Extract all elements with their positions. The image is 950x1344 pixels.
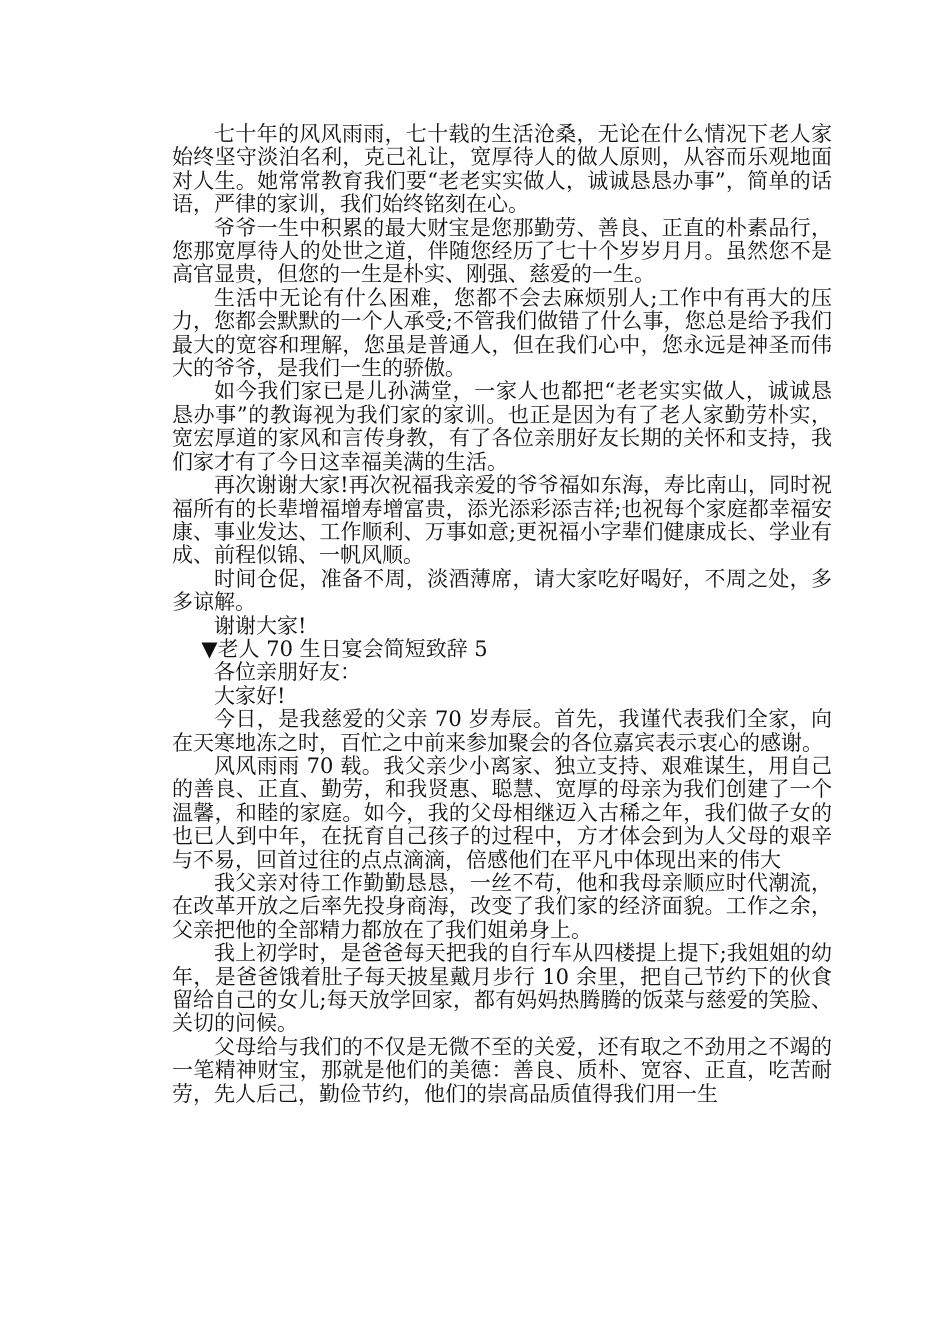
paragraph-1: 七十年的风风雨雨，七十载的生活沧桑，无论在什么情况下老人家始终坚守淡泊名利，克己礼让，宽厚待人的做人原则，从容而乐观地面对人生。她常常教育我们要“老老实实做人，诚诚恳恳办事”，简单的话语，严律的家训，我们始终铭刻在心。: [172, 122, 832, 217]
speech-paragraph-5: 父母给与我们的不仅是无微不至的关爱，还有取之不劲用之不竭的一笔精神财宝，那就是他们的美德：善良、质朴、宽容、正直，吃苦耐劳，先人后己，勤俭节约，他们的崇高品质值得我们用一生: [172, 1034, 832, 1106]
paragraph-3: 生活中无论有什么困难，您都不会去麻烦别人;工作中有再大的压力，您都会默默的一个人承受;不管我们做错了什么事，您总是给予我们最大的宽容和理解，您虽是普通人，但在我们心中，您永远是神圣而伟大的爷爷，是我们一生的骄傲。: [172, 285, 832, 381]
thanks-line: 谢谢大家!: [214, 613, 307, 638]
paragraph-4: 如今我们家已是儿孙满堂，一家人也都把“老老实实做人，诚诚恳恳办事”的教诲视为我们家的家训。也正是因为有了老人家勤劳朴实，宽宏厚道的家风和言传身教，有了各位亲朋好友长期的关怀和支持，我们家才有了今日这幸福美满的生活。: [172, 379, 832, 474]
greeting-line: 大家好!: [214, 683, 286, 708]
speech-paragraph-1: 今日，是我慈爱的父亲 70 岁寿辰。首先，我谨代表我们全家，向在天寒地冻之时，百忙之中前来参加聚会的各位嘉宾表示衷心的感谢。: [172, 707, 832, 755]
section-heading: ▼老人 70 生日宴会简短致辞 5: [201, 636, 488, 661]
speech-paragraph-4: 我上初学时，是爸爸每天把我的自行车从四楼提上提下;我姐姐的幼年，是爸爸饿着肚子每天披星戴月步行 10 余里，把自己节约下的伙食留给自己的女儿;每天放学回家，都有妈妈热腾腾的饭菜与慈爱的笑脸、关切的问候。: [172, 941, 832, 1036]
speech-paragraph-2: 风风雨雨 70 载。我父亲少小离家、独立支持、艰难谋生，用自己的善良、正直、勤劳，和我贤惠、聪慧、宽厚的母亲为我们创建了一个温馨，和睦的家庭。如今，我的父母相继迈入古稀之年，我们做子女的也已人到中年，在抚育自己孩子的过程中，方才体会到为人父母的艰辛与不易，回首过往的点点滴滴，倍感他们在平凡中体现出来的伟大: [172, 753, 832, 872]
document-body: [172, 123, 832, 1106]
salutation-line: 各位亲朋好友：: [214, 660, 361, 685]
paragraph-5: 再次谢谢大家!再次祝福我亲爱的爷爷福如东海，寿比南山，同时祝福所有的长辈增福增寿增富贵，添光添彩添吉祥;也祝每个家庭都幸福安康、事业发达、工作顺利、万事如意;更祝福小字辈们健康成长、学业有成、前程似锦、一帆风顺。: [172, 473, 832, 568]
paragraph-2: 爷爷一生中积累的最大财宝是您那勤劳、善良、正直的朴素品行，您那宽厚待人的处世之道，伴随您经历了七十个岁岁月月。虽然您不是高官显贵，但您的一生是朴实、刚强、慈爱的一生。: [172, 215, 832, 287]
speech-paragraph-3: 我父亲对待工作勤勤恳恳，一丝不苟，他和我母亲顺应时代潮流，在改革开放之后率先投身商海，改变了我们家的经济面貌。工作之余，父亲把他的全部精力都放在了我们姐弟身上。: [172, 871, 832, 942]
paragraph-6: 时间仓促，准备不周，淡酒薄席，请大家吃好喝好，不周之处，多多谅解。: [172, 566, 832, 615]
